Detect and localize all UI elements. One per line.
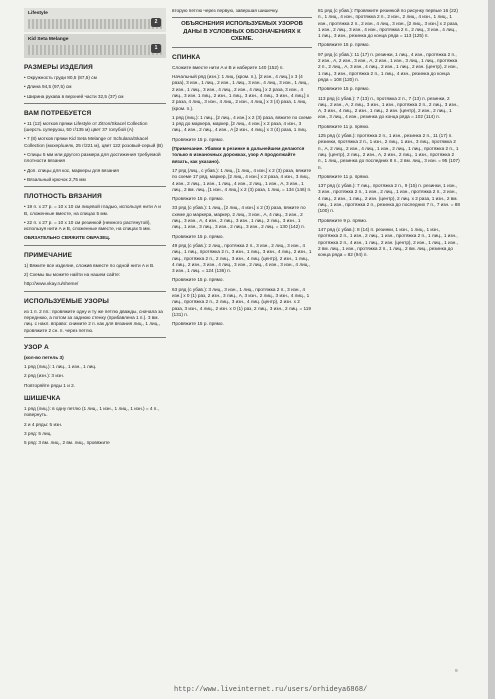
divider (172, 17, 312, 18)
material-item: • 7 (8) мотков пряжи Kid Seta Melange от Schulana/Skacel Collection (мохер/шелк, 25 г/221 м), цвет 122 розовый-серый (B) (24, 136, 163, 148)
material-item: • Спицы 5 мм или другого размера для достижения требуемой плотности вязания (24, 152, 161, 164)
instruction-paragraph: 81 ряд (с убав.): Провяжите резинкой по рисунку первые 16 (22) п., 1 лиц., 4 изн., протяжка 2 п., 2 изн., 2 лиц., 4 изн., 1 лиц., 1 изн., протяжка 2 п., 2 изн., 4 лиц., 3 изн., [2 лиц., 3 изн.] x 2 раза, 1 изн., 2 лиц., 3 изн., 4 изн., протяжка 2 п., 2 лиц., 3 изн., 4 лиц., 1 лиц., 3 изн., резинка до конца ряда = 113 (125) п. (318, 8, 459, 39)
note-item: 1) Вяжите все изделие, сложив вместе по одной нити A и B. (24, 262, 155, 268)
instruction-paragraph: Провяжите 15 р. прямо. (172, 136, 224, 142)
pattern-row: 2 ряд (изн.): 3 изн. (24, 373, 64, 379)
instruction-paragraph: Провяжите 15 р. прямо. (172, 196, 224, 202)
scheme-link[interactable]: http://www.vkay.ru/sheme/ (24, 281, 79, 287)
instruction-paragraph: 1 ряд (лиц.): 1 лиц., [2 лиц., 4 изн.] x 2 (3) раза, вяжите по схеме 1 ряд до маркера, маркер, [2 лиц., 4 изн.] x 2 раза, 4 изн., 3 лиц., 4 изн., 2 лиц., 4 изн., A [2 изн., 4 лиц.] x 3 (4) раза, 1 лиц. (172, 114, 312, 133)
instruction-paragraph: Провяжите 9 р. прямо. (318, 217, 368, 223)
bobble-heading: ШИШЕЧКА (24, 395, 61, 403)
instruction-paragraph: 113 ряд (с убав.): 7 (13) п., протяжка 2 п., 7 (13) п. резинки, 2 лиц., 2 изн., A, 2 лиц., 3 изн., 1 изн., протяжка 2 п., 2 лиц., 3 изн., A, 3 изн., 4 лиц., 2 изн., 1 лиц., 2 изн. (центр), 2 изн., 2 лиц., 1 изн., 3 лиц., 4 изн., резинка до конца ряда = 102 (114) п. (318, 95, 459, 120)
page-edge (488, 0, 495, 699)
yarn-badge: 1 (151, 44, 161, 53)
gauge-warning: ОБЯЗАТЕЛЬНО СВЯЖИТЕ ОБРАЗЕЦ. (24, 235, 111, 241)
materials-heading: ВАМ ПОТРЕБУЕТСЯ (24, 109, 92, 117)
sizes-heading: РАЗМЕРЫ ИЗДЕЛИЯ (24, 64, 93, 71)
divider (24, 186, 166, 187)
instruction-paragraph: Сложите вместе нити A и B и наберите 140 (152) п. (172, 64, 284, 70)
pattern-row: Повторяйте ряды 1 и 2. (24, 382, 76, 388)
gauge-item: • 19 п. x 27 р. = 10 x 10 см лицевой гладью, используя нити A и B, сложенные вместе, на спицах 5 мм. (24, 204, 161, 216)
patterns-explanation: ОБЪЯСНЕНИЯ ИСПОЛЬЗУЕМЫХ УЗОРОВ ДАНЫ В УСЛОВНЫХ ОБОЗНАЧЕНИЯХ К СХЕМЕ. (181, 21, 303, 43)
instruction-paragraph: 49 ряд (с убав.): 2 лиц., протяжка 2 п., 3 изн., 2 лиц., 3 изн., 4 лиц., 1 лиц., протяжка 2 п., 3 изн., 1 лиц., 3 изн., 4 лиц., 2 изн., 1 лиц., протяжка 2 п., 2 лиц., 3 изн., 4 лиц. (центр), 2 изн., 1 лиц., 4 лиц., 2 изн., 3 изн., 4 лиц., 3 изн., 2 лиц., 4 изн., 3 изн., 4 лиц., 3 изн., 1 лиц. = 124 (136) п. (172, 242, 312, 274)
size-item: • Длина 94,5 (97,5) см (24, 84, 72, 90)
instruction-paragraph: 125 ряд (с убав.): протяжка 2 п., 1 изн., резинка 2 п., 11 (17) п. резинки, протяжка 2 п., 1 изн., 2 лиц., 1 изн., 3 лиц., протяжка 2 п., A, 2 лиц., 2 изн., 4 лиц., 1 изн., 2 лиц., 1 лиц., протяжка 2 п., 1 лиц. (центр), 2 лиц., 2 изн., A, 2 изн., 2 лиц., 1 изн., протяжка 2 п., 1 лиц., резинка до последних 8 п., 2 вм. лиц., 3 изн. = 95 (107) п. (318, 133, 460, 170)
yarn-label: Kid Seta Melange (28, 37, 69, 42)
note-item: 2) Схемы вы можете найти на нашем сайте: (24, 272, 121, 278)
instruction-paragraph: Провяжите 15 р. прямо. (172, 233, 224, 239)
gauge-item: • 22 п. x 27 р. = 10 x 10 см резинкой (немного растянутой), используя нити A и B, сложенные вместе, на спицах 5 мм. (24, 219, 151, 232)
left-column (24, 8, 166, 450)
bobble-row: 5 ряд: 3 вм. лиц., 2 вм. лиц., провяжите (24, 440, 110, 446)
pattern-a-subtitle: (кол-во петель 3) (24, 354, 64, 360)
patterns-text: из 1 п. 2 пп.: провяжите одну и ту же петлю дважды, сначала за переднюю, а потом за заднюю стенку (прибавлена 1 п.). 3 вм. лиц. с накл. вправо: снимите 2 п. как для вязания лиц., 1 лиц., провяжите 2 сн. п. через петлю. (24, 308, 163, 333)
yarn-swatch-image (28, 45, 162, 55)
instruction-paragraph: 97 ряд (с убав.): 11 (17) п. резинки, 1 лиц., 4 изн., протяжка 2 п., 2 изн., A, 2 изн., 3 изн., A, 2 изн., 1 изн., 3 лиц., 1 лиц., протяжка 2 п., 2 лиц., A, 3 изн., 4 лиц., 2 изн., 1 лиц., 2 изн. (центр), 2 изн., 1 лиц., 3 изн., протяжка 2 п., 1 лиц., 4 изн., резинка до конца ряда = 108 (120) п. (318, 51, 459, 82)
divider (24, 103, 166, 104)
instruction-paragraph: Начальный ряд (изн.): 1 лиц. (кром. п.), [2 изн., 4 лиц.] x 3 (4 раза), 3 изн., 1 лиц., 2 изн., 1 лиц., 3 изн., 4 лиц., 3 изн., 1 лиц., 2 изн., 1 лиц., 3 изн., 4 лиц., 2 изн., 4 лиц.] x 2 раза, 3 изн., 4 лиц., 3 изн. 1 лиц., 2 изн., 1 лиц., 3 изн., 4 лиц., 3 изн., 4 лиц.] x 2 раза, 4 лиц., 3 изн., 4 лиц., 2 изн., 4 лиц.] x 3 (4) раза, 1 лиц. (кром. п.). (172, 74, 310, 111)
divider (24, 337, 166, 338)
divider (24, 291, 166, 292)
middle-column (172, 8, 312, 330)
material-item: • Вязальный крючок 2,75 мм (24, 176, 86, 182)
instruction-paragraph: Провяжите 15 р. прямо. (172, 277, 224, 283)
divider (172, 47, 312, 48)
instruction-paragraph: 63 ряд (с убав.): 3 лиц., 3 изн., 1 лиц., протяжка 2 п., 3 изн., 4 изн.] x 0 (1) раз, 2 изн., 3 лиц., A, 3 изн., 2 лиц., 3 изн., 4 лиц., 1 лиц., протяжка 2 п., 2 лиц., 3 изн., 4 лиц. (центр), 2 изн. x 2 раза, 3 изн., 4 лиц., 2 изн. x 0 (1) раз, 2 лиц., 3 изн., 2 лиц. = 119 (131) п. (172, 286, 312, 317)
page-number: 9 (455, 669, 458, 674)
instruction-paragraph: 17 ряд (лиц., с убав.): 1 лиц., [1 лиц., 4 изн.] x 2 (3) раза, вяжите по схеме 17 ряд, маркер, [2 лиц., 4 изн.] x 2 раза, 4 изн., 3 лиц., 4 изн., 2 лиц., 1 изн., 1 лиц., 4 изн., 2 лиц., 1 изн., A, 3 изн., 1 лиц., 2 вм. лиц., [1 изн., 4 лиц.] x 2 (3) раза, 1 лиц. = 134 (146) п. (172, 167, 312, 192)
note-heading: ПРИМЕЧАНИЕ (24, 251, 73, 259)
yarn-label: Lifestyle (28, 11, 48, 16)
source-url-watermark[interactable]: http://www.liveinternet.ru/users/orhideya6868/ (174, 686, 368, 694)
material-item: • 11 (12) мотков пряжи Lifestyle от Zitron/Skacel Collection (шерсть суперуош, 50 г/135 м) цвет 37 голубой (A) (24, 120, 148, 133)
size-item: • Ширина рукава в верхней части 32,5 (37) см (24, 93, 124, 99)
bobble-row: 2 и 4 ряды: 5 изн. (24, 421, 63, 427)
size-item: • Окружность груди 80,5 (87,5) см (24, 75, 97, 80)
instruction-paragraph: Провяжите 11 р. прямо. (318, 123, 370, 129)
right-column (318, 8, 460, 261)
instruction-paragraph: Провяжите 15 р. прямо. (318, 86, 370, 92)
instruction-paragraph: Провяжите 11 р. прямо. (318, 173, 370, 179)
yarn-swatch-kid-seta (24, 34, 166, 58)
material-item: • Доп. спицы для кос, маркеры для вязания (24, 167, 119, 173)
bobble-row: 1 ряд (лиц.): в одну петлю (1 лиц., 1 изн., 1 лиц., 1 изн.) = 4 п., повернуть. (24, 406, 159, 418)
yarn-swatch-lifestyle (24, 8, 166, 32)
pattern-a-heading: УЗОР А (24, 343, 49, 351)
back-heading: СПИНКА (172, 53, 201, 61)
yarn-swatch-image (28, 19, 162, 29)
instruction-paragraph: Провяжите 15 р. прямо. (172, 321, 224, 327)
instruction-paragraph: 147 ряд (с убав.): 8 (14) п. резинки, 1 изн., 1 лиц., 1 изн., протяжка 2 п., 1 изн., 2 лиц., 1 изн., протяжка 2 п., 1 лиц., 1 изн., протяжка 2 п., 4 изн., 1 лиц., 2 изн. (центр), 2 изн., 1 лиц., 1 изн., 2 вм. лиц., 1 изн., протяжка 2 п., 1 лиц., 2 вм. лиц., резинка до конца ряда = 82 (94) п. (318, 226, 458, 258)
pattern-row: 1 ряд (лиц.): 1 лиц., 1 изн., 1 лиц. (24, 364, 97, 370)
instruction-note: (Примечание. Убавки в резинке в дальнейшем делаются только в изнаночных дорожках, узор A продолжайте вязать, как указано). (172, 146, 305, 164)
instruction-paragraph: 137 ряд (с убав.): 7 лиц., протяжка 2 п., 9 (15) п. резинки, 1 изн., 3 изн., протяжка 2 п., 1 изн., 2 лиц., 1 изн., протяжка 2 п., 2 изн., 4 лиц., 2 изн., 1 лиц., 2 изн. (центр), 2 лиц. x 2 раза, 1 изн., 2 вм. лиц., 1 изн., протяжка 2 п., резинка до последних 7 п., 7 изн. = 88 (100) п. (318, 183, 460, 214)
patterns-heading: ИСПОЛЬЗУЕМЫЕ УЗОРЫ (24, 297, 109, 305)
instruction-paragraph: Провяжите 15 р. прямо. (318, 42, 370, 48)
instruction-paragraph: 33 ряд (с убав.): 1 лиц., [2 лиц., 4 изн.] x 2 (3) раза, вяжите по схеме до маркера, маркер, 2 лиц., 3 изн., A, 4 лиц., 3 изн., 2 лиц., 3 изн., A, 4 изн., 2 лиц., 3 изн., 1 лиц., 2 лиц., 3 изн., 1 лиц., 1 изн., 3 лиц., 3 изн., 2 лиц., 3 изн., 2 лиц. = 130 (142) п. (172, 205, 306, 230)
bobble-row: 3 ряд: 5 лиц. (24, 430, 52, 436)
divider (24, 245, 166, 246)
bobble-continuation: вторую петлю через первую, завершая шишечку. (172, 8, 279, 13)
yarn-badge: 2 (151, 18, 161, 27)
gauge-heading: ПЛОТНОСТЬ ВЯЗАНИЯ (24, 193, 102, 201)
